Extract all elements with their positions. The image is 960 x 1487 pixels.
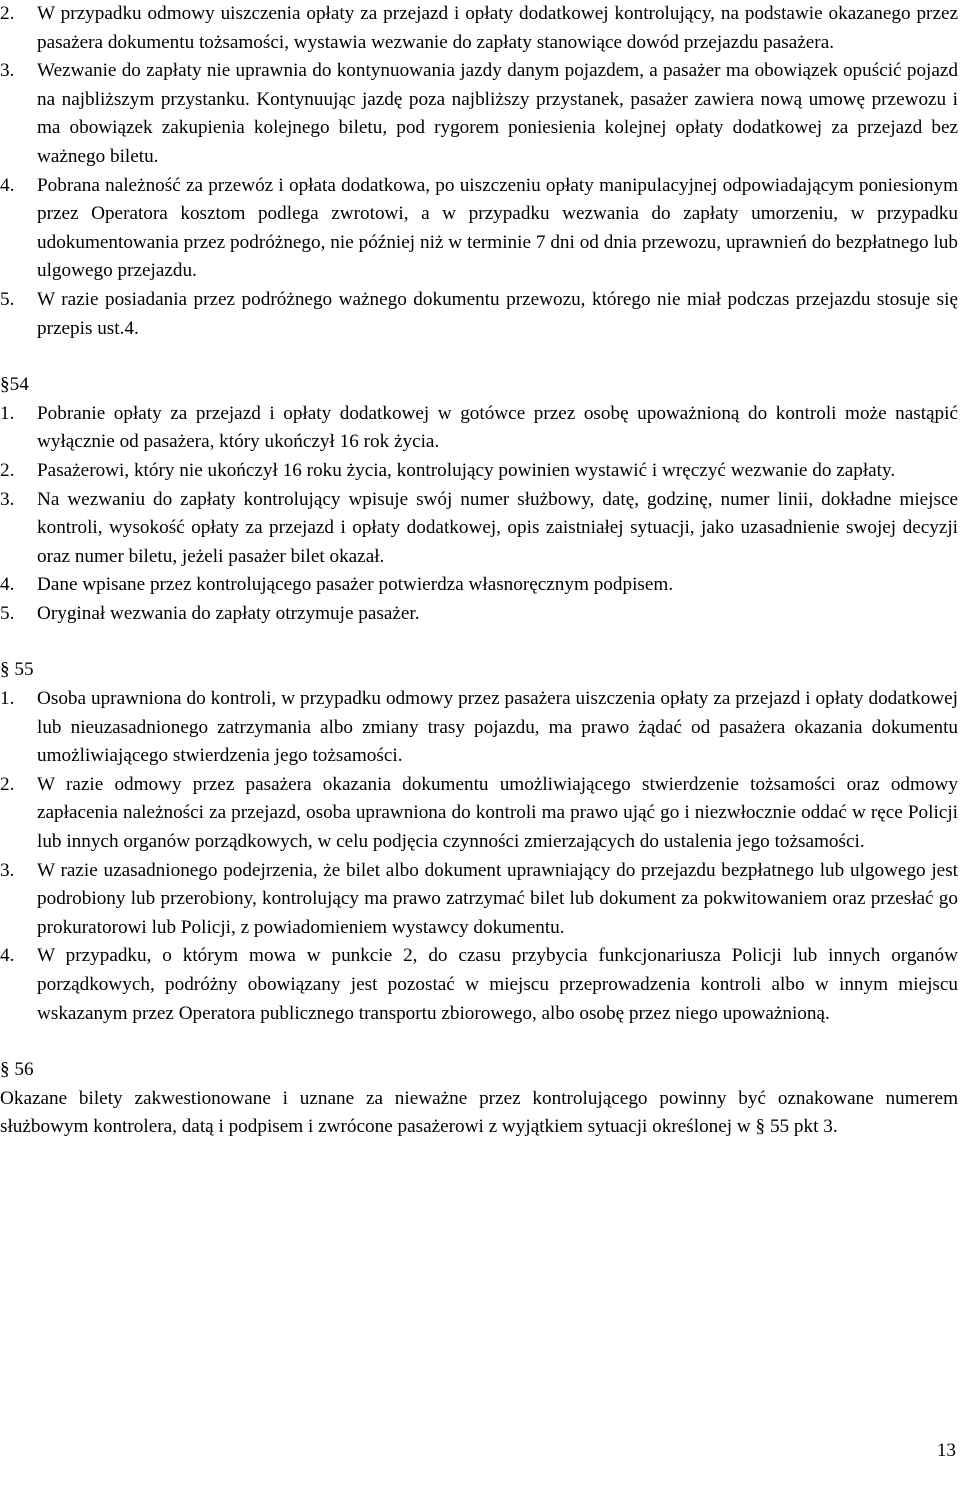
item-text: W razie uzasadnionego podejrzenia, że bilet albo dokument uprawniający do przejazdu bezpłatnego lub ulgowego jest podrobiony lub przerobiony, kontrolujący ma prawo zatrzymać bilet lub dokument za pokwitowaniem oraz przesłać go prokuratorowi lub Policji, z powiadomieniem wystawcy dokumentu. [37,859,958,938]
list-item [0,457,958,486]
list-item [0,172,958,286]
item-number: 2. [0,459,15,481]
item-text: Dane wpisane przez kontrolującego pasażer potwierdza własnoręcznym podpisem. [37,574,674,596]
item-number: 2. [0,3,15,24]
item-text: Osoba uprawniona do kontroli, w przypadku odmowy przez pasażera uiszczenia opłaty za przejazd i opłaty dodatkowej lub nieuzasadnionego zatrzymania albo zmiany trasy pojazdu, ma prawo żądać od pasażera okazania dokumentu umożliwiającego stwierdzenia jego tożsamości. [37,688,958,767]
list-item [0,685,958,771]
item-text: Pobranie opłaty za przejazd i opłaty dodatkowej w gotówce przez osobę upoważnioną do kontroli może nastąpić wyłącznie od pasażera, który ukończył 16 rok życia. [37,402,958,453]
item-text: W razie posiadania przez podróżnego ważnego dokumentu przewozu, którego nie miał podczas przejazdu stosuje się przepis ust.4. [37,288,958,339]
item-number: 3. [0,859,15,881]
continued-section [0,0,958,343]
section-header-54: §54 [0,374,29,396]
item-number: 5. [0,288,15,310]
item-text: Pasażerowi, który nie ukończył 16 roku życia, kontrolujący powinien wystawić i wręczyć wezwanie do zapłaty. [37,459,896,481]
item-text: Oryginał wezwania do zapłaty otrzymuje pasażer. [37,602,420,624]
list-item [0,600,958,629]
list-item [0,0,958,57]
section-55 [0,685,958,1028]
item-text: W razie odmowy przez pasażera okazania dokumentu umożliwiającego stwierdzenie tożsamości oraz odmowy zapłacenia należności za przejazd, osoba uprawniona do kontroli ma prawo ująć go i niezwłocznie oddać w ręce Policji lub innych organów porządkowych, w celu podjęcia czynności zmierzających do ustalenia jego tożsamości. [37,773,958,853]
item-text: Na wezwaniu do zapłaty kontrolujący wpisuje swój numer służbowy, datę, godzinę, numer linii, dokładne miejsce kontroli, wysokość opłaty za przejazd i opłaty dodatkowej, opis zaistniałej sytuacji, jako uzasadnienie swojej decyzji oraz numer biletu, jeżeli pasażer bilet okazał. [37,488,958,567]
page-number: 13 [936,1440,956,1461]
item-number: 3. [0,60,15,82]
section-header-56: § 56 [0,1059,34,1081]
item-number: 1. [0,402,15,424]
list-item [0,771,958,857]
item-number: 3. [0,488,15,510]
section-header-55: § 55 [0,659,34,681]
item-text: Wezwanie do zapłaty nie uprawnia do kontynuowania jazdy danym pojazdem, a pasażer ma obowiązek opuścić pojazd na najbliższym przystanku. Kontynuując jazdę poza najbliższy przystanek, pasażer zawiera nową umowę przewozu i ma obowiązek zakupienia kolejnego biletu, pod rygorem poniesienia kolejnej opłaty dodatkowej za przejazd bez ważnego biletu. [37,60,958,167]
item-number: 5. [0,602,15,624]
list-item [0,286,958,343]
item-number: 4. [0,574,15,596]
item-text: W przypadku, o którym mowa w punkcie 2, do czasu przybycia funkcjonariusza Policji lub innych organów porządkowych, podróżny obowiązany jest pozostać w miejscu przeprowadzenia kontroli albo w innym miejscu wskazanym przez Operatora publicznego transportu zbiorowego, albo osobę przez niego upoważnioną. [37,945,958,1024]
section-54 [0,400,958,629]
list-item [0,571,958,600]
section-56-paragraph: Okazane bilety zakwestionowane i uznane za nieważne przez kontrolującego powinny być oznakowane numerem służbowym kontrolera, datą i podpisem i zwrócone pasażerowi z wyjątkiem sytuacji określonej w § 55 pkt 3. [0,1087,958,1138]
item-number: 1. [0,688,15,710]
list-item [0,486,958,572]
item-text: W przypadku odmowy uiszczenia opłaty za przejazd i opłaty dodatkowej kontrolujący, na podstawie okazanego przez pasażera dokumentu tożsamości, wystawia wezwanie do zapłaty stanowiące dowód przejazdu pasażera. [37,3,958,53]
list-item [0,942,958,1028]
list-item [0,57,958,171]
list-item [0,857,958,943]
item-text: Pobrana należność za przewóz i opłata dodatkowa, po uiszczeniu opłaty manipulacyjnej odpowiadającym poniesionym przez Operatora kosztom podlega zwrotowi, a w przypadku wezwania do zapłaty umorzeniu, w przypadku udokumentowania przez podróżnego, nie później niż w terminie 7 dni od dnia przewozu, uprawnień do bezpłatnego lub ulgowego przejazdu. [37,174,958,282]
item-number: 4. [0,174,15,196]
item-number: 4. [0,945,15,967]
list-item [0,400,958,457]
item-number: 2. [0,773,15,795]
